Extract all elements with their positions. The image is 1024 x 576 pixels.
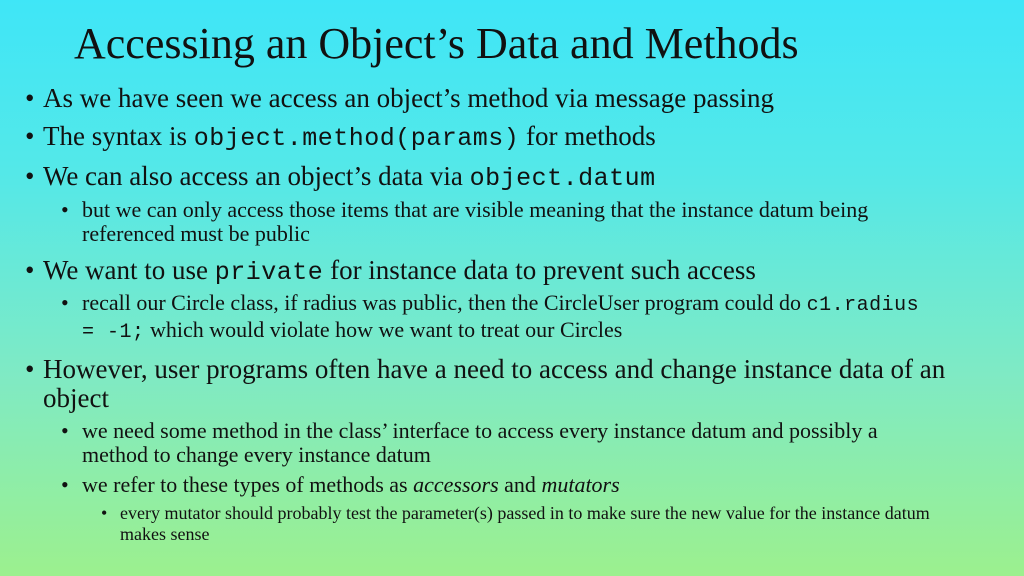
bullet-text: we need some method in the class’ interface to access every instance datum and possibly a method to change every instance datum — [82, 418, 878, 467]
bullet-text: we refer to these types of methods as — [82, 472, 414, 497]
bullet-text: We can also access an object’s data via — [43, 161, 470, 191]
bullet-text: As we have seen we access an object’s method via message passing — [43, 83, 775, 113]
emphasis-accessors: accessors — [413, 472, 499, 497]
bullet-item — [0, 256, 1024, 287]
bullet-marker: • — [25, 121, 35, 151]
bullet-text: The syntax is — [43, 121, 194, 151]
bullet-marker: • — [61, 418, 69, 443]
emphasis-mutators: mutators — [541, 472, 620, 497]
bullet-marker: • — [25, 354, 35, 384]
bullet-item — [0, 84, 1024, 113]
sub-bullet-item — [0, 198, 1024, 246]
sub-sub-bullet-item — [0, 503, 1024, 545]
sub-bullet-item — [0, 291, 1024, 345]
code-snippet: private — [214, 258, 324, 287]
bullet-marker: • — [101, 503, 108, 523]
bullet-list — [0, 84, 1024, 545]
sub-bullet-item — [0, 473, 1024, 497]
bullet-marker: • — [61, 472, 69, 497]
bullet-text: for instance data to prevent such access — [323, 255, 756, 285]
sub-bullet-item — [0, 419, 1024, 467]
slide-title: Accessing an Object’s Data and Methods — [74, 19, 799, 68]
bullet-text: We want to use — [43, 255, 215, 285]
bullet-text: every mutator should probably test the parameter(s) passed in to make sure the new value for the instance datum makes sense — [120, 503, 930, 544]
bullet-text: for methods — [519, 121, 656, 151]
bullet-text: recall our Circle class, if radius was public, then the CircleUser program could do — [82, 290, 807, 315]
bullet-text: and — [498, 472, 542, 497]
bullet-marker: • — [25, 161, 35, 191]
code-snippet: object.method(params) — [193, 124, 520, 153]
bullet-marker: • — [61, 197, 69, 222]
bullet-text: but we can only access those items that are visible meaning that the instance datum being referenced must be public — [82, 197, 869, 246]
code-snippet: object.datum — [469, 164, 656, 193]
bullet-text: However, user programs often have a need to access and change instance data of an object — [43, 354, 946, 413]
bullet-text: which would violate how we want to treat our Circles — [144, 317, 623, 342]
code-snippet: c1.radius = -1; — [82, 294, 920, 344]
bullet-item — [0, 355, 1024, 413]
bullet-marker: • — [25, 255, 35, 285]
bullet-item — [0, 122, 1024, 153]
bullet-item — [0, 162, 1024, 193]
bullet-marker: • — [61, 290, 69, 315]
bullet-marker: • — [25, 83, 35, 113]
